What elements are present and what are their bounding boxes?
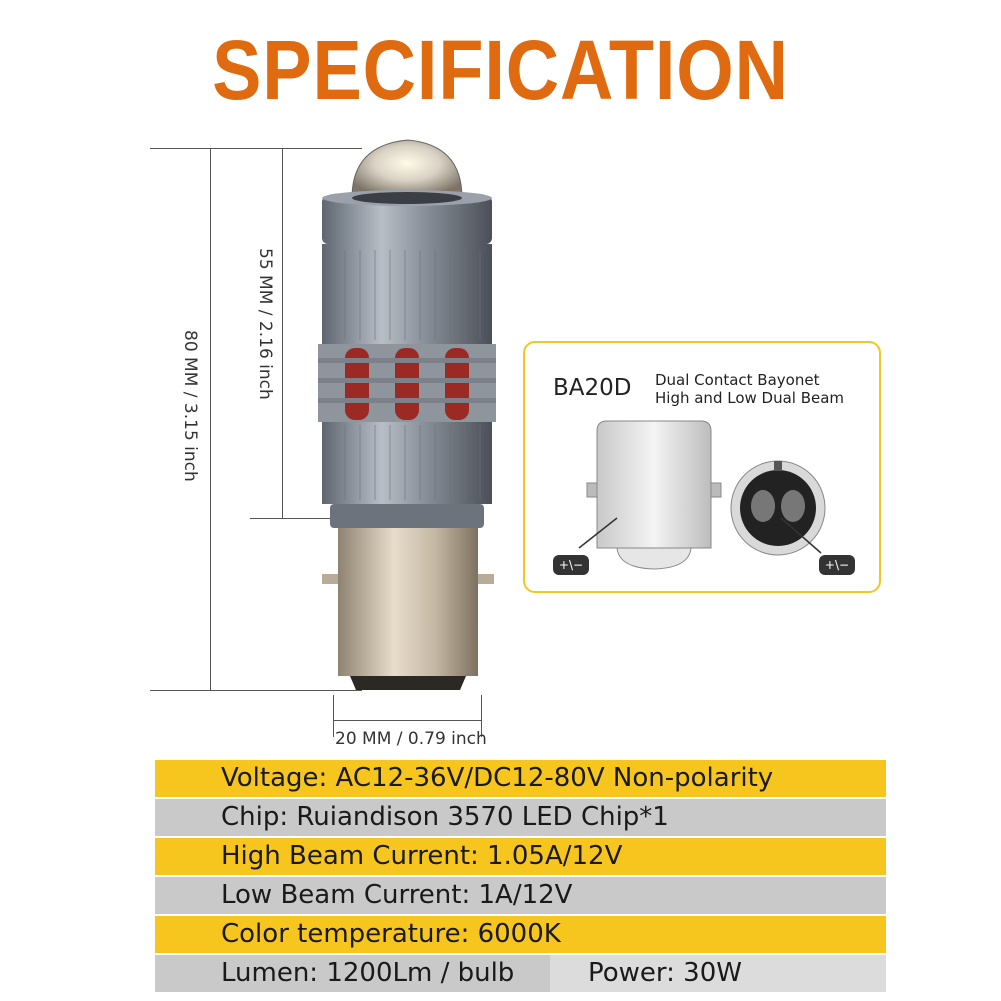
spec-row-chip — [155, 799, 886, 836]
dim-label-total-height: 80 MM / 3.15 inch — [180, 330, 200, 482]
socket-diagram-panel — [523, 341, 881, 593]
spec-row-color-temp — [155, 916, 886, 953]
page-title: SPECIFICATION — [212, 23, 789, 117]
spec-low-beam: Low Beam Current: 1A/12V — [221, 880, 573, 910]
spec-power: Power: 30W — [588, 958, 742, 988]
socket-desc-line1: Dual Contact Bayonet — [655, 371, 820, 389]
socket-desc-line2: High and Low Dual Beam — [655, 389, 845, 407]
spec-voltage: Voltage: AC12-36V/DC12-80V Non-polarity — [221, 763, 774, 793]
polarity-badge-right: +\− — [819, 555, 855, 575]
spec-row-low-beam — [155, 877, 886, 914]
spec-power-cell — [550, 955, 886, 992]
spec-lumen: Lumen: 1200Lm / bulb — [221, 958, 515, 988]
spec-high-beam: High Beam Current: 1.05A/12V — [221, 841, 623, 871]
polarity-badge-left: +\− — [553, 555, 589, 575]
spec-color-temp: Color temperature: 6000K — [221, 919, 561, 949]
socket-code: BA20D — [553, 375, 632, 401]
spec-chip: Chip: Ruiandison 3570 LED Chip*1 — [221, 802, 669, 832]
dim-label-width: 20 MM / 0.79 inch — [335, 729, 487, 749]
spec-table — [155, 760, 886, 994]
dim-label-head-height: 55 MM / 2.16 inch — [255, 248, 275, 400]
spec-row-high-beam — [155, 838, 886, 875]
spec-row-voltage — [155, 760, 886, 797]
spec-row-lumen-power — [155, 955, 886, 992]
